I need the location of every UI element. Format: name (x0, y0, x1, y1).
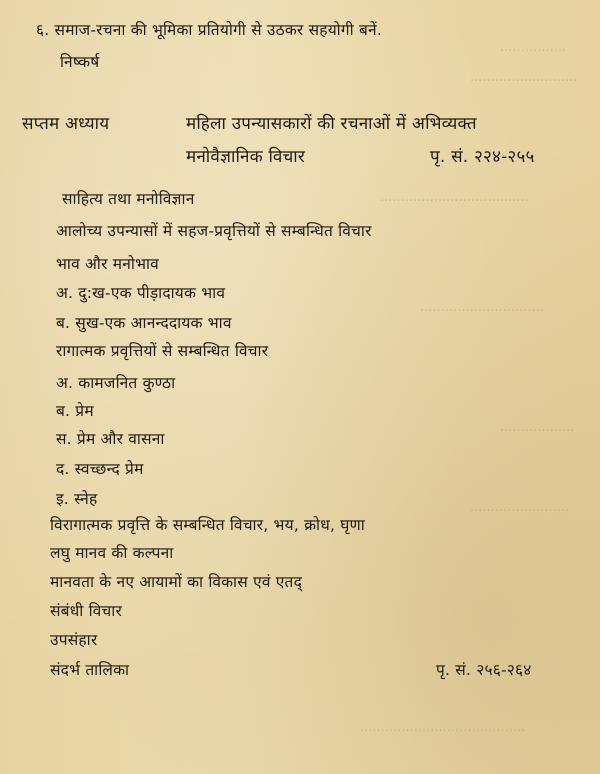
toc-item: लघु मानव की कल्पना (50, 544, 174, 562)
chapter-title-line1: महिला उपन्यासकारों की रचनाओं में अभिव्यक्त (186, 114, 477, 134)
top-conclusion: निष्कर्ष (60, 53, 100, 71)
toc-item: ब. सुख-एक आनन्ददायक भाव (56, 314, 232, 332)
toc-item: संबंधी विचार (50, 602, 123, 620)
toc-item: साहित्य तथा मनोविज्ञान (62, 190, 195, 208)
book-page: ................ .......................... .................................... .............................. .................. ........................ ........................................ ६. समाज-रचना की भूमिका प्रतियोगी से उठकर सहयोगी बनें. निष्कर्ष सप्तम अध्याय महिला उपन्यासकारों की रचनाओं में अभिव्यक्त मनोवैज्ञानिक विचार पृ. सं. २२४-२५५ साहित्य तथा मनोविज्ञान आलोच्य उपन्यासों में सहज-प्रवृत्तियों से सम्बन्धित विचार भाव और मनोभाव अ. दु:ख-एक पीड़ादायक भाव ब. सुख-एक आनन्ददायक भाव रागात्मक प्रवृत्तियों से सम्बन्धित विचार अ. कामजनित कुण्ठा ब. प्रेम स. प्रेम और वासना द. स्वच्छन्द प्रेम इ. स्नेह विरागात्मक प्रवृत्ति के सम्बन्धित विचार, भय, क्रोध, घृणा लघु मानव की कल्पना मानवता के नए आयामों का विकास एवं एतद् संबंधी विचार उपसंहार संदर्भ तालिका पृ. सं. २५६-२६४ (0, 0, 600, 774)
reference-label: संदर्भ तालिका (50, 661, 130, 679)
toc-item: अ. दु:ख-एक पीड़ादायक भाव (56, 284, 226, 302)
top-item: ६. समाज-रचना की भूमिका प्रतियोगी से उठकर सहयोगी बनें. (36, 21, 382, 39)
chapter-pages: पृ. सं. २२४-२५५ (430, 147, 535, 167)
toc-item: उपसंहार (50, 631, 98, 649)
reference-pages: पृ. सं. २५६-२६४ (436, 661, 532, 679)
chapter-label: सप्तम अध्याय (22, 114, 110, 134)
toc-item: अ. कामजनित कुण्ठा (56, 374, 176, 392)
toc-item: ब. प्रेम (56, 402, 94, 420)
toc-item: स. प्रेम और वासना (56, 430, 165, 448)
toc-item: भाव और मनोभाव (56, 255, 159, 273)
toc-item: विरागात्मक प्रवृत्ति के सम्बन्धित विचार, भय, क्रोध, घृणा (50, 516, 365, 534)
toc-item: रागात्मक प्रवृत्तियों से सम्बन्धित विचार (56, 342, 269, 360)
toc-item: इ. स्नेह (56, 490, 98, 508)
toc-item: द. स्वच्छन्द प्रेम (56, 460, 144, 478)
chapter-title-line2: मनोवैज्ञानिक विचार (186, 147, 306, 167)
toc-item: आलोच्य उपन्यासों में सहज-प्रवृत्तियों से सम्बन्धित विचार (56, 222, 372, 240)
toc-item: मानवता के नए आयामों का विकास एवं एतद् (50, 573, 303, 591)
